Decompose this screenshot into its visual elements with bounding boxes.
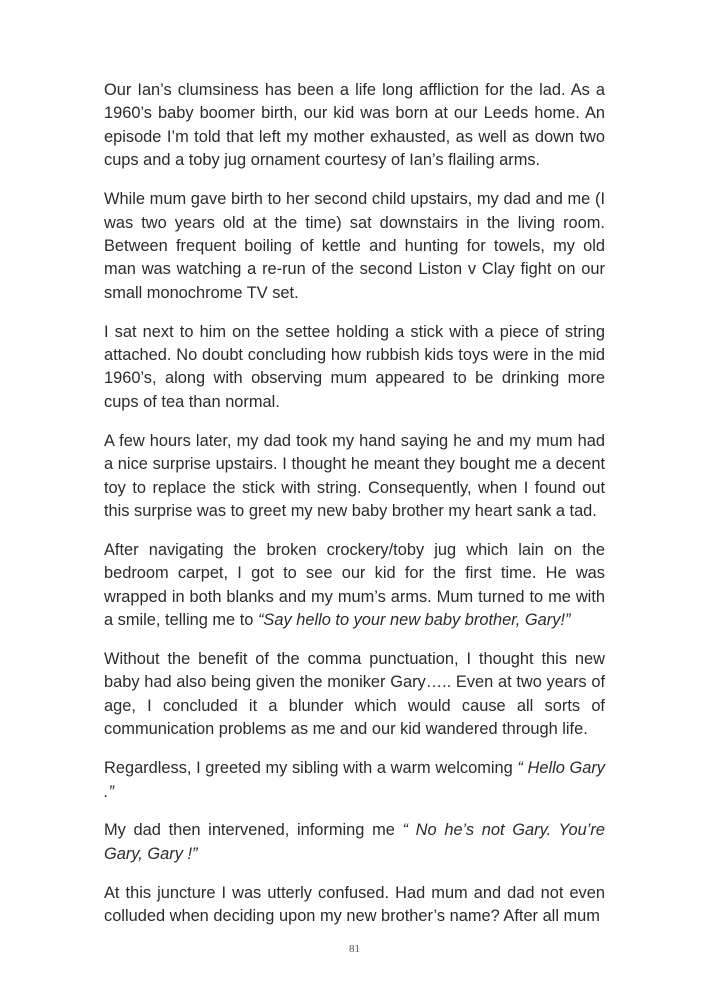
paragraph-7 [104,757,605,804]
paragraph-5 [104,539,605,633]
paragraph-8-text: My dad then intervened, informing me [104,821,403,840]
paragraph-1 [104,79,605,173]
paragraph-1-text: Our Ian’s clumsiness has been a life long affliction for the lad. As a 1960’s baby boomer birth, our kid was born at our Leeds home. An episode I’m told that left my mother exhausted, as well as down two cups and a toby jug ornament courtesy of Ian’s flailing arms. [104,81,605,170]
paragraph-8-quote: “ No he’s not Gary. You’re Gary, Gary !” [104,821,605,863]
paragraph-9 [104,882,605,929]
paragraph-3 [104,321,605,415]
paragraph-9-text: At this juncture I was utterly confused. Had mum and dad not even colluded when deciding upon my new brother’s name? After all mum [104,883,605,926]
paragraph-7-quote: “ Hello Gary .” [104,759,606,801]
paragraph-3-text: I sat next to him on the settee holding a stick with a piece of string attached. No doubt concluding how rubbish kids toys were in the mid 1960’s, along with observing mum appeared to be drinking more cups of tea than normal. [104,322,605,411]
paragraph-8 [104,819,605,866]
paragraph-5-text: After navigating the broken crockery/toby jug which lain on the bedroom carpet, I got to see our kid for the first time. He was wrapped in both blanks and my mum’s arms. Mum turned to me with a smile, telling me to [104,540,605,630]
paragraph-6-text: Without the benefit of the comma punctuation, I thought this new baby had also being given the moniker Gary….. Even at two years of age, I concluded it a blunder which would cause all sorts of communication problems as me and our kid wandered through life. [104,650,605,739]
paragraph-2-text: While mum gave birth to her second child upstairs, my dad and me (I was two years old at the time) sat downstairs in the living room. Between frequent boiling of kettle and hunting for towels, my old man was watching a re-run of the second Liston v Clay fight on our small monochrome TV set. [104,190,605,302]
paragraph-5-quote: “Say hello to your new baby brother, Gary!” [257,611,571,630]
paragraph-6 [104,648,605,742]
paragraph-2 [104,188,605,305]
paragraph-7-text: Regardless, I greeted my sibling with a warm welcoming [104,759,518,778]
page-body [104,79,605,944]
page-number: 81 [349,943,360,955]
paragraph-4-text: A few hours later, my dad took my hand saying he and my mum had a nice surprise upstairs. I thought he meant they bought me a decent toy to replace the stick with string. Consequently, when I found out this surprise was to greet my new baby brother my heart sank a tad. [104,431,605,520]
paragraph-4 [104,430,605,524]
